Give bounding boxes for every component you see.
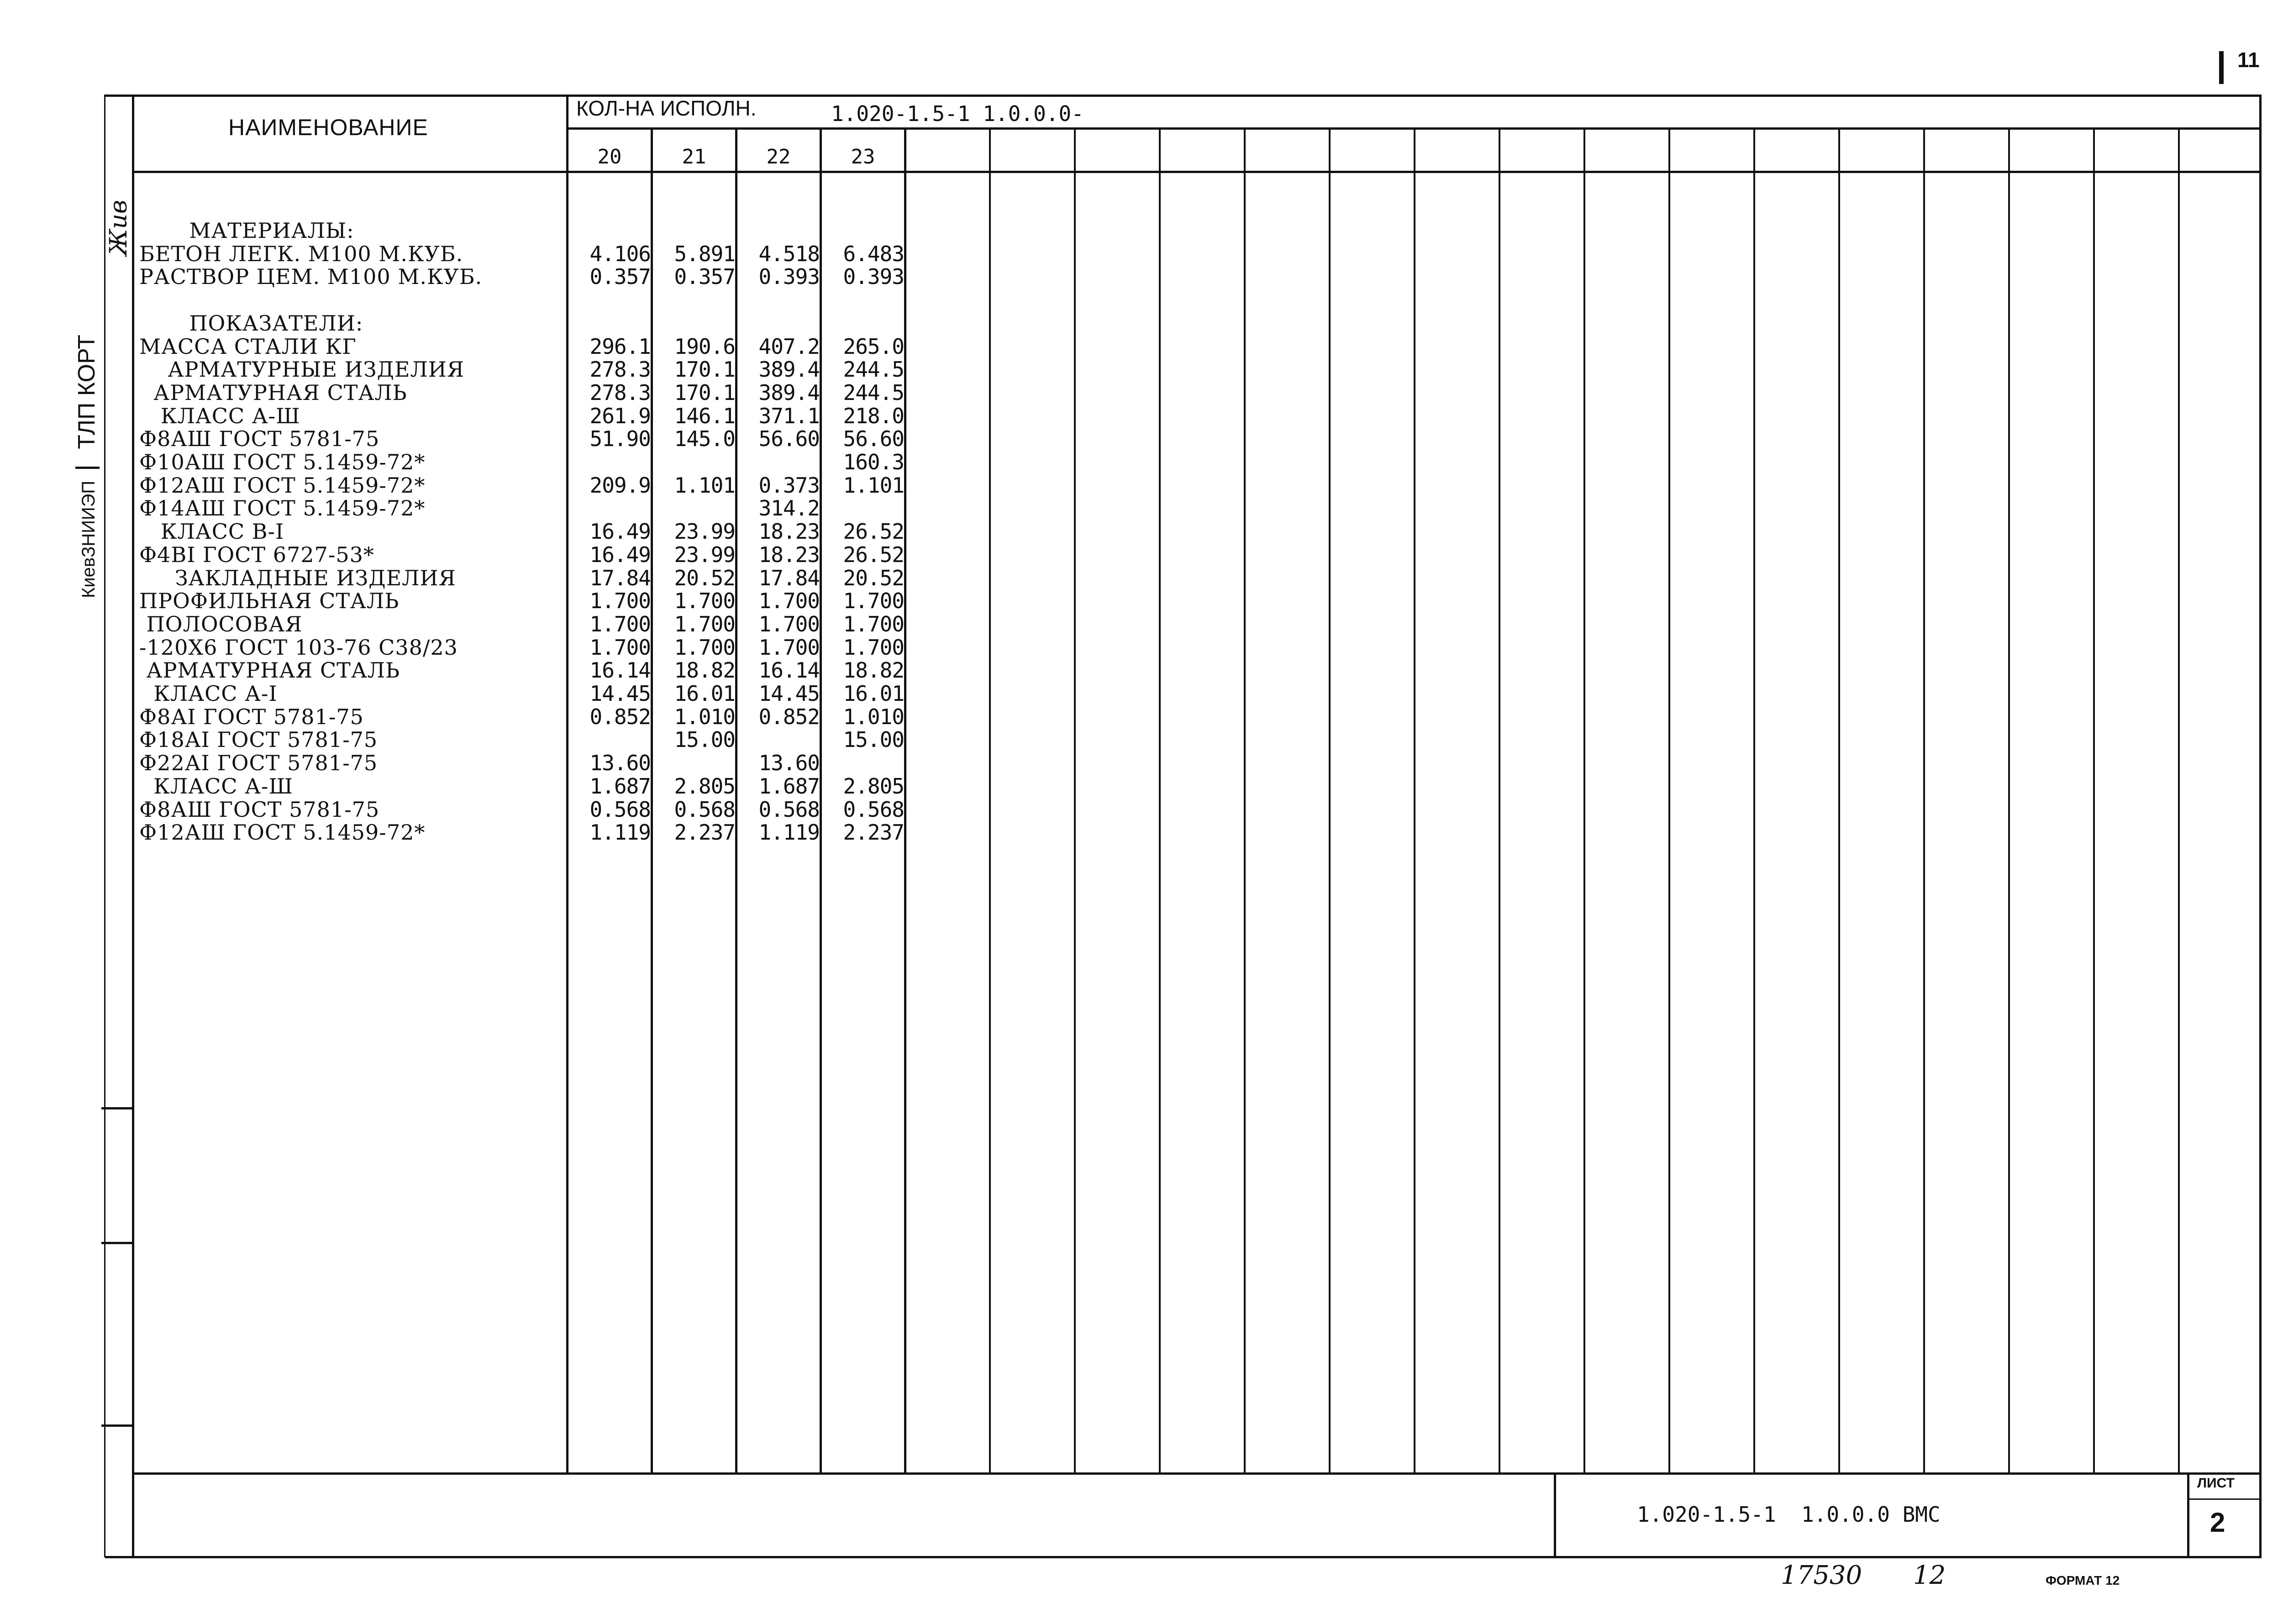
row-value-col22: 16.14 <box>758 658 820 683</box>
row-label: Ф12АШ ГОСТ 5.1459-72* <box>139 820 426 845</box>
frame-bottom <box>105 1556 2262 1558</box>
row-value-col20: 296.1 <box>589 334 651 359</box>
row-value-col21: 1.700 <box>674 589 735 614</box>
frame-left <box>132 95 134 1557</box>
row-label: ЗАКЛАДНЫЕ ИЗДЕЛИЯ <box>139 565 456 590</box>
row-value-col23: 0.393 <box>843 264 904 289</box>
row-value-col23: 2.805 <box>843 773 904 799</box>
row-value-col23: 160.3 <box>843 450 904 474</box>
column-line <box>1668 127 1670 1474</box>
row-label: ПРОФИЛЬНАЯ СТАЛЬ <box>139 589 400 614</box>
row-value-col23: 1.700 <box>843 611 904 636</box>
footer-doc-code: 1.020-1.5-1 1.0.0.0 ВМС <box>1637 1502 1941 1527</box>
row-value-col20: 278.3 <box>589 357 651 382</box>
row-value-col20: 16.14 <box>589 658 651 683</box>
footer-sheet-divider <box>2187 1498 2260 1500</box>
row-value-col22: 18.23 <box>758 542 820 567</box>
row-value-col22: 371.1 <box>758 403 820 428</box>
footer-stamp-left <box>1554 1472 1556 1556</box>
row-value-col21: 20.52 <box>674 565 735 590</box>
row-label: Ф12АШ ГОСТ 5.1459-72* <box>139 473 426 498</box>
row-value-col22: 56.60 <box>758 426 820 452</box>
row-value-col22: 407.2 <box>758 334 820 359</box>
row-value-col21: 1.700 <box>674 635 735 660</box>
row-value-col20: 1.700 <box>589 635 651 660</box>
stamp-project: ТЛП КОРТ <box>74 334 100 449</box>
column-number-22: 22 <box>766 145 791 168</box>
row-value-col20: 209.9 <box>589 473 651 498</box>
column-number-21: 21 <box>682 145 706 168</box>
row-value-col22: 1.700 <box>758 635 820 660</box>
row-value-col20: 1.700 <box>589 611 651 636</box>
row-value-col20: 0.568 <box>589 797 651 822</box>
row-value-col23: 18.82 <box>843 658 904 683</box>
footer-divider <box>132 1472 2261 1475</box>
row-label: АРМАТУРНАЯ СТАЛЬ <box>139 380 407 405</box>
row-value-col21: 146.1 <box>674 403 735 428</box>
row-value-col22: 389.4 <box>758 380 820 405</box>
row-value-col20: 4.106 <box>589 241 651 266</box>
row-label: КЛАСС А-I <box>139 681 278 706</box>
row-value-col21: 2.237 <box>674 820 735 845</box>
column-line <box>1159 127 1161 1474</box>
row-label: БЕТОН ЛЕГК. М100 М.КУБ. <box>139 241 463 266</box>
row-value-col21: 145.0 <box>674 426 735 452</box>
row-value-col22: 4.518 <box>758 241 820 266</box>
row-label: Ф8АI ГОСТ 5781-75 <box>139 704 364 729</box>
row-value-col22: 1.700 <box>758 589 820 614</box>
footer-sheet-left <box>2187 1472 2189 1556</box>
row-value-col21: 16.01 <box>674 681 735 706</box>
side-tick-2 <box>101 1242 133 1244</box>
row-value-col21: 0.357 <box>674 264 735 289</box>
row-label: АРМАТУРНЫЕ ИЗДЕЛИЯ <box>139 357 465 382</box>
row-value-col23: 6.483 <box>843 241 904 266</box>
row-value-col20: 13.60 <box>589 751 651 776</box>
row-value-col20: 1.119 <box>589 820 651 845</box>
row-value-col22: 14.45 <box>758 681 820 706</box>
row-value-col23: 1.700 <box>843 635 904 660</box>
row-value-col22: 0.373 <box>758 473 820 498</box>
row-value-col23: 0.568 <box>843 797 904 822</box>
row-value-col23: 56.60 <box>843 426 904 452</box>
copy-number: 12 <box>1913 1561 1946 1590</box>
sheet-number: 2 <box>2210 1507 2225 1538</box>
row-value-col23: 20.52 <box>843 565 904 590</box>
row-value-col20: 261.9 <box>589 403 651 428</box>
qty-column-header: КОЛ-НА ИСПОЛН. <box>576 96 757 120</box>
frame-right <box>2259 95 2262 1557</box>
row-value-col20: 1.700 <box>589 589 651 614</box>
row-value-col21: 1.010 <box>674 704 735 729</box>
row-value-col22: 0.393 <box>758 264 820 289</box>
row-value-col20: 278.3 <box>589 380 651 405</box>
row-value-col20: 17.84 <box>589 565 651 590</box>
row-value-col20: 0.357 <box>589 264 651 289</box>
row-value-col20: 1.687 <box>589 773 651 799</box>
sheet-label: ЛИСТ <box>2197 1476 2235 1491</box>
inventory-number: 17530 <box>1781 1561 1862 1590</box>
name-column-header: НАИМЕНОВАНИЕ <box>228 115 428 140</box>
column-number-20: 20 <box>597 145 622 168</box>
row-label: ПОЛОСОВАЯ <box>139 611 303 636</box>
row-value-col21: 0.568 <box>674 797 735 822</box>
stamp-signature: Жив <box>105 200 132 256</box>
row-label: ПОКАЗАТЕЛИ: <box>139 310 363 336</box>
column-line <box>1244 127 1246 1474</box>
row-value-col21: 2.805 <box>674 773 735 799</box>
row-value-col22: 1.700 <box>758 611 820 636</box>
stamp-separator <box>75 461 100 469</box>
page-corner-mark <box>2219 51 2224 84</box>
row-value-col22: 0.852 <box>758 704 820 729</box>
column-line <box>1499 127 1500 1474</box>
side-tick-1 <box>101 1107 133 1109</box>
row-value-col22: 1.687 <box>758 773 820 799</box>
row-label: Ф8АШ ГОСТ 5781-75 <box>139 797 380 822</box>
row-value-col23: 1.010 <box>843 704 904 729</box>
row-value-col22: 389.4 <box>758 357 820 382</box>
row-value-col21: 18.82 <box>674 658 735 683</box>
row-label: Ф18АI ГОСТ 5781-75 <box>139 727 378 752</box>
row-label: Ф8АШ ГОСТ 5781-75 <box>139 426 380 452</box>
stamp-org: КиевЗНИИЭП <box>79 480 99 598</box>
row-value-col21: 170.1 <box>674 380 735 405</box>
column-line <box>2008 127 2010 1474</box>
row-value-col23: 26.52 <box>843 519 904 544</box>
column-line <box>1414 127 1415 1474</box>
row-value-col22: 314.2 <box>758 496 820 521</box>
column-line <box>1074 127 1076 1474</box>
row-value-col23: 1.700 <box>843 589 904 614</box>
row-label: Ф14АШ ГОСТ 5.1459-72* <box>139 496 426 521</box>
row-value-col23: 2.237 <box>843 820 904 845</box>
row-label: -120Х6 ГОСТ 103-76 С38/23 <box>139 635 458 660</box>
row-value-col23: 1.101 <box>843 473 904 498</box>
row-value-col20: 51.90 <box>589 426 651 452</box>
column-line <box>1923 127 1925 1474</box>
header-divider-2 <box>132 171 2261 173</box>
row-value-col21: 1.101 <box>674 473 735 498</box>
side-tick-3 <box>101 1424 133 1427</box>
frame-top <box>105 95 2262 97</box>
row-value-col21: 190.6 <box>674 334 735 359</box>
row-value-col23: 265.0 <box>843 334 904 359</box>
row-value-col23: 26.52 <box>843 542 904 567</box>
column-line <box>989 127 991 1474</box>
row-value-col20: 0.852 <box>589 704 651 729</box>
series-code: 1.020-1.5-1 1.0.0.0- <box>831 101 1084 126</box>
row-value-col22: 13.60 <box>758 751 820 776</box>
side-stamp <box>73 335 100 598</box>
row-value-col22: 0.568 <box>758 797 820 822</box>
row-value-col21: 23.99 <box>674 519 735 544</box>
row-value-col20: 16.49 <box>589 542 651 567</box>
row-label: КЛАСС А-Ш <box>139 403 300 428</box>
column-number-23: 23 <box>851 145 875 168</box>
column-line <box>2178 127 2180 1474</box>
row-value-col23: 15.00 <box>843 727 904 752</box>
column-line <box>1583 127 1585 1474</box>
side-strip-left <box>104 95 105 1557</box>
row-label: КЛАСС В-I <box>139 519 284 544</box>
row-value-col22: 1.119 <box>758 820 820 845</box>
row-label: КЛАСС А-Ш <box>139 773 293 799</box>
row-label: Ф10АШ ГОСТ 5.1459-72* <box>139 450 426 474</box>
row-value-col23: 218.0 <box>843 403 904 428</box>
column-line <box>1838 127 1840 1474</box>
row-value-col21: 15.00 <box>674 727 735 752</box>
row-value-col21: 5.891 <box>674 241 735 266</box>
row-value-col22: 17.84 <box>758 565 820 590</box>
row-label: МАТЕРИАЛЫ: <box>139 218 354 243</box>
row-value-col21: 170.1 <box>674 357 735 382</box>
row-value-col23: 244.5 <box>843 380 904 405</box>
row-value-col20: 16.49 <box>589 519 651 544</box>
row-label: Ф22АI ГОСТ 5781-75 <box>139 751 378 776</box>
row-value-col23: 16.01 <box>843 681 904 706</box>
row-value-col20: 14.45 <box>589 681 651 706</box>
row-label: РАСТВОР ЦЕМ. М100 М.КУБ. <box>139 264 483 289</box>
row-value-col23: 244.5 <box>843 357 904 382</box>
column-line <box>904 127 906 1474</box>
column-line <box>2093 127 2095 1474</box>
column-line <box>1329 127 1331 1474</box>
format-label: ФОРМАТ 12 <box>2046 1573 2120 1587</box>
row-value-col21: 23.99 <box>674 542 735 567</box>
row-value-col21: 1.700 <box>674 611 735 636</box>
row-label: МАССА СТАЛИ КГ <box>139 334 357 359</box>
row-label: Ф4ВI ГОСТ 6727-53* <box>139 542 374 567</box>
row-value-col22: 18.23 <box>758 519 820 544</box>
row-label: АРМАТУРНАЯ СТАЛЬ <box>139 658 400 683</box>
column-line <box>1753 127 1755 1474</box>
page-number: 11 <box>2237 48 2260 72</box>
